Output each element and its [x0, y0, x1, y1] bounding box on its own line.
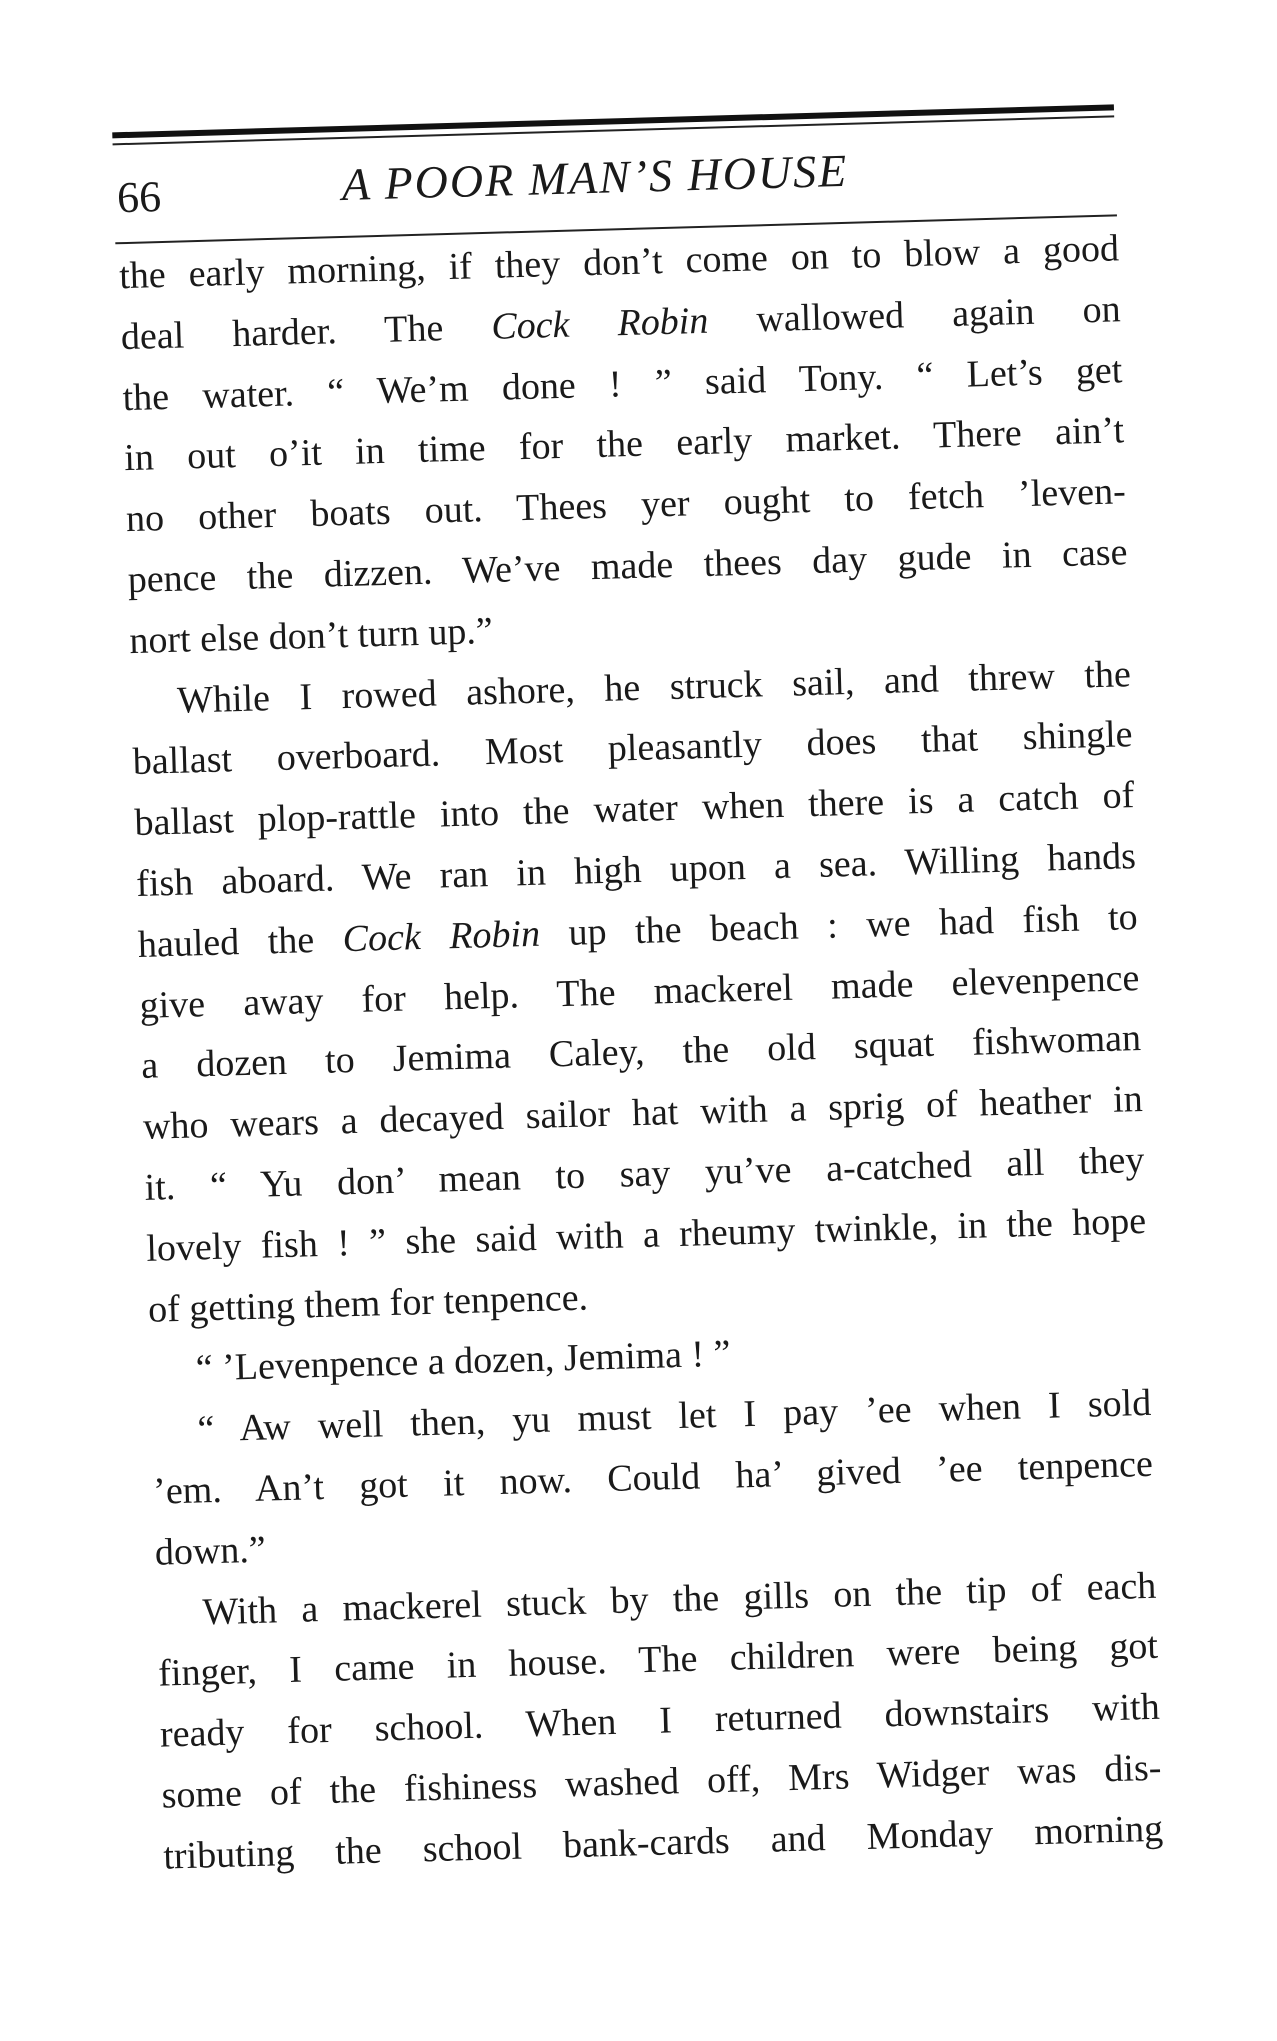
text-line: lovely fish ! ” she said with a rheumy twinkle, in the hope	[145, 1199, 1147, 1270]
text-line: ballast overboard. Most pleasantly does that shingle	[132, 713, 1134, 784]
text-line: fish aboard. We ran in high upon a sea. Willing hands	[135, 835, 1137, 905]
text-span: up the beach : we had fish to	[539, 895, 1139, 955]
text-line: a dozen to Jemima Caley, the old squat fishwoman	[140, 1017, 1142, 1088]
text-line: ready for school. When I returned downstairs with	[159, 1685, 1161, 1756]
text-span: hauled the	[137, 918, 344, 966]
text-line: it. “ Yu don’ mean to say yu’ve a-catched all they	[144, 1138, 1145, 1209]
text-line: “ Aw well then, yu must let I pay ’ee when I sold	[196, 1381, 1152, 1451]
text-line: pence the dizzen. We’ve made thees day gude in case	[127, 531, 1128, 602]
text-line: in out o’it in time for the early market. There ain’t	[123, 409, 1125, 480]
italic-boat-name: Cock Robin	[490, 299, 709, 348]
text-line: the water. “ We’m done ! ” said Tony. “ Let’s get	[122, 348, 1123, 419]
body-text	[118, 218, 1163, 1887]
running-title: A POOR MAN’S HOUSE	[341, 144, 849, 210]
text-line: down.”	[154, 1528, 267, 1574]
text-line: ’em. An’t got it now. Could ha’ gived ’ee tenpence	[152, 1442, 1154, 1513]
text-line: finger, I came in house. The children were being got	[157, 1625, 1159, 1695]
page-number: 66	[116, 172, 162, 223]
text-line: who wears a decayed sailor hat with a sprig of heather in	[142, 1078, 1144, 1149]
text-line: nort else don’t turn up.”	[128, 609, 494, 662]
text-line: the early morning, if they don’t come on to blow a good	[118, 227, 1120, 298]
text-span: wallowed again on	[707, 288, 1122, 342]
text-line: some of the fishiness washed off, Mrs Widger was dis-	[161, 1746, 1162, 1817]
italic-boat-name: Cock Robin	[342, 912, 541, 960]
text-line: no other boats out. Thees yer ought to fetch ’leven-	[125, 470, 1127, 541]
text-line: tributing the school bank-cards and Monday morning	[162, 1807, 1164, 1878]
text-line: ballast plop-rattle into the water when there is a catch of	[133, 774, 1135, 845]
text-line: give away for help. The mackerel made elevenpence	[139, 956, 1140, 1027]
text-line: While I rowed ashore, he struck sail, and threw the	[176, 652, 1132, 722]
text-line: With a mackerel stuck by the gills on the tip of each	[201, 1564, 1157, 1633]
text-span: deal harder. The	[120, 305, 492, 358]
text-line: of getting them for tenpence.	[147, 1276, 589, 1331]
text-line: “ ’Levenpence a dozen, Jemima ! ”	[195, 1332, 732, 1390]
